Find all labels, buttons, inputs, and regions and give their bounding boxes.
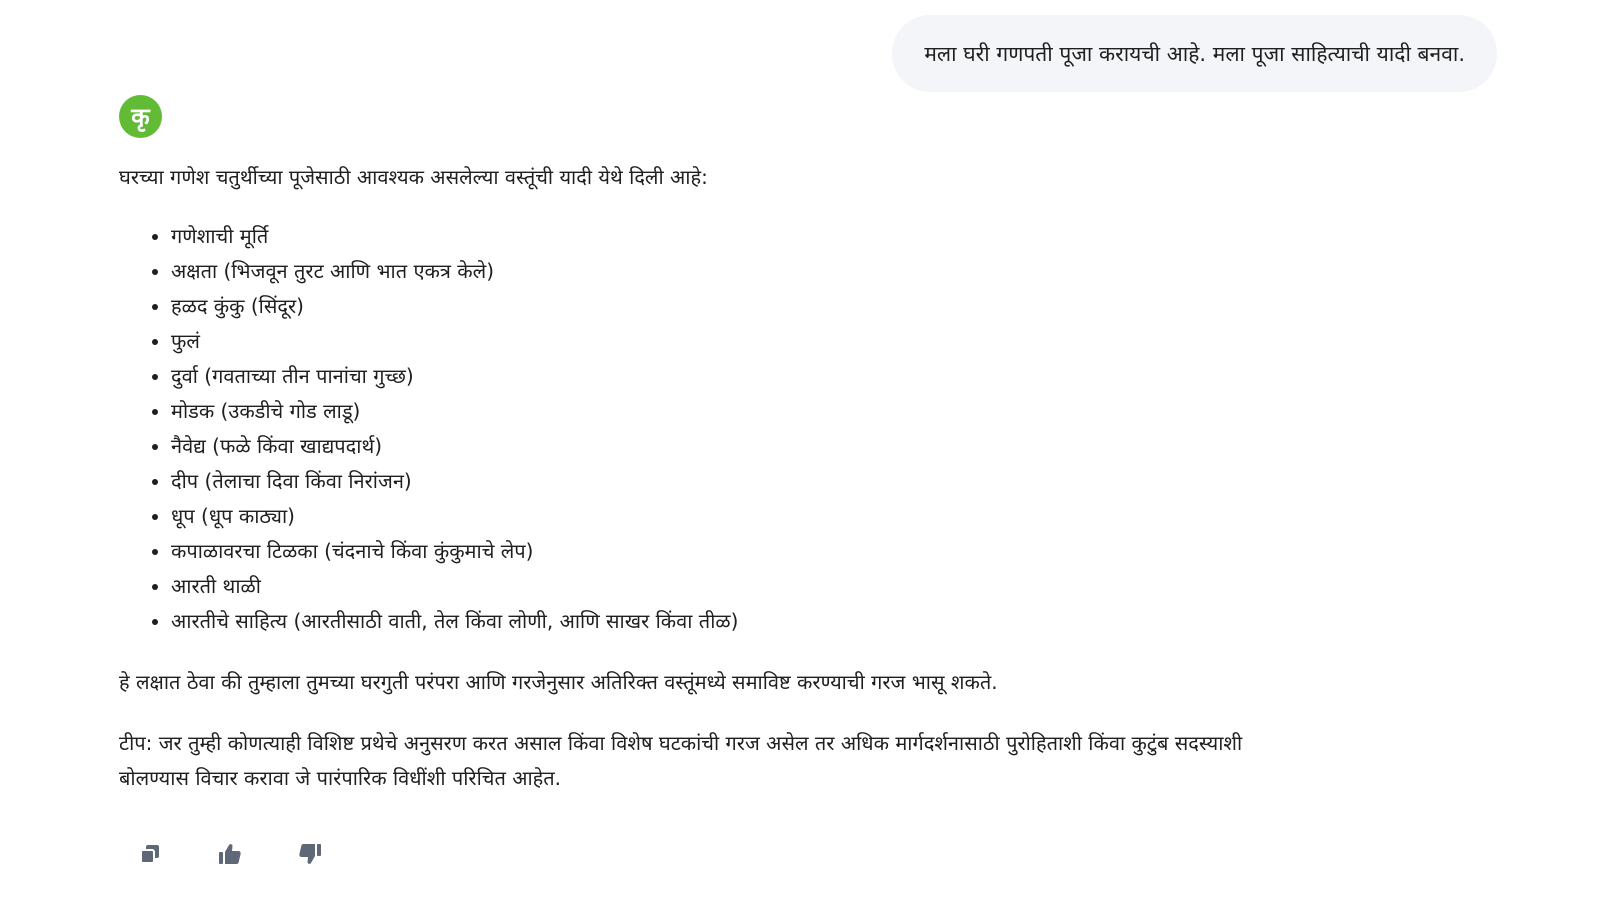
user-message-text: मला घरी गणपती पूजा करायची आहे. मला पूजा साहित्याची यादी बनवा.	[924, 41, 1465, 66]
copy-icon	[139, 843, 161, 865]
avatar-glyph: कृ	[131, 102, 150, 131]
message-actions	[138, 842, 322, 866]
thumbs-up-button[interactable]	[218, 842, 242, 866]
puja-items-list	[119, 219, 1249, 639]
list-item: • अक्षता (भिजवून तुरट आणि भात एकत्र केले)	[171, 254, 1249, 289]
thumbs-down-icon	[298, 842, 322, 866]
thumbs-up-icon	[218, 842, 242, 866]
list-item: • दीप (तेलाचा दिवा किंवा निरांजन)	[171, 464, 1249, 499]
list-item: • आरती थाळी	[171, 569, 1249, 604]
thumbs-down-button[interactable]	[298, 842, 322, 866]
response-note: हे लक्षात ठेवा की तुम्हाला तुमच्या घरगुती परंपरा आणि गरजेनुसार अतिरिक्त वस्तूंमध्ये समाविष्ट करण्याची गरज भासू शकते.	[119, 670, 998, 694]
response-intro: घरच्या गणेश चतुर्थीच्या पूजेसाठी आवश्यक असलेल्या वस्तूंची यादी येथे दिली आहे:	[119, 165, 708, 189]
assistant-avatar-icon	[119, 95, 162, 138]
list-item: • मोडक (उकडीचे गोड लाडू)	[171, 394, 1249, 429]
list-item: • आरतीचे साहित्य (आरतीसाठी वाती, तेल किंवा लोणी, आणि साखर किंवा तीळ)	[171, 604, 1249, 639]
list-item: • कपाळावरचा टिळका (चंदनाचे किंवा कुंकुमाचे लेप)	[171, 534, 1249, 569]
copy-button[interactable]	[138, 842, 162, 866]
assistant-response	[119, 160, 1249, 796]
list-item: • नैवेद्य (फळे किंवा खाद्यपदार्थ)	[171, 429, 1249, 464]
list-item: • हळद कुंकु (सिंदूर)	[171, 289, 1249, 324]
response-tip: टीप: जर तुम्ही कोणत्याही विशिष्ट प्रथेचे अनुसरण करत असाल किंवा विशेष घटकांची गरज असेल तर अधिक मार्गदर्शनासाठी पुरोहिताशी किंवा कुटुंब सदस्याशी बोलण्यास विचार करावा जे पारंपारिक विधींशी परिचित आहेत.	[119, 731, 1243, 790]
list-item: • फुलं	[171, 324, 1249, 359]
user-message-bubble	[892, 15, 1497, 92]
list-item: • धूप (धूप काठ्या)	[171, 499, 1249, 534]
list-item: • दुर्वा (गवताच्या तीन पानांचा गुच्छ)	[171, 359, 1249, 394]
list-item: • गणेशाची मूर्ति	[171, 219, 1249, 254]
